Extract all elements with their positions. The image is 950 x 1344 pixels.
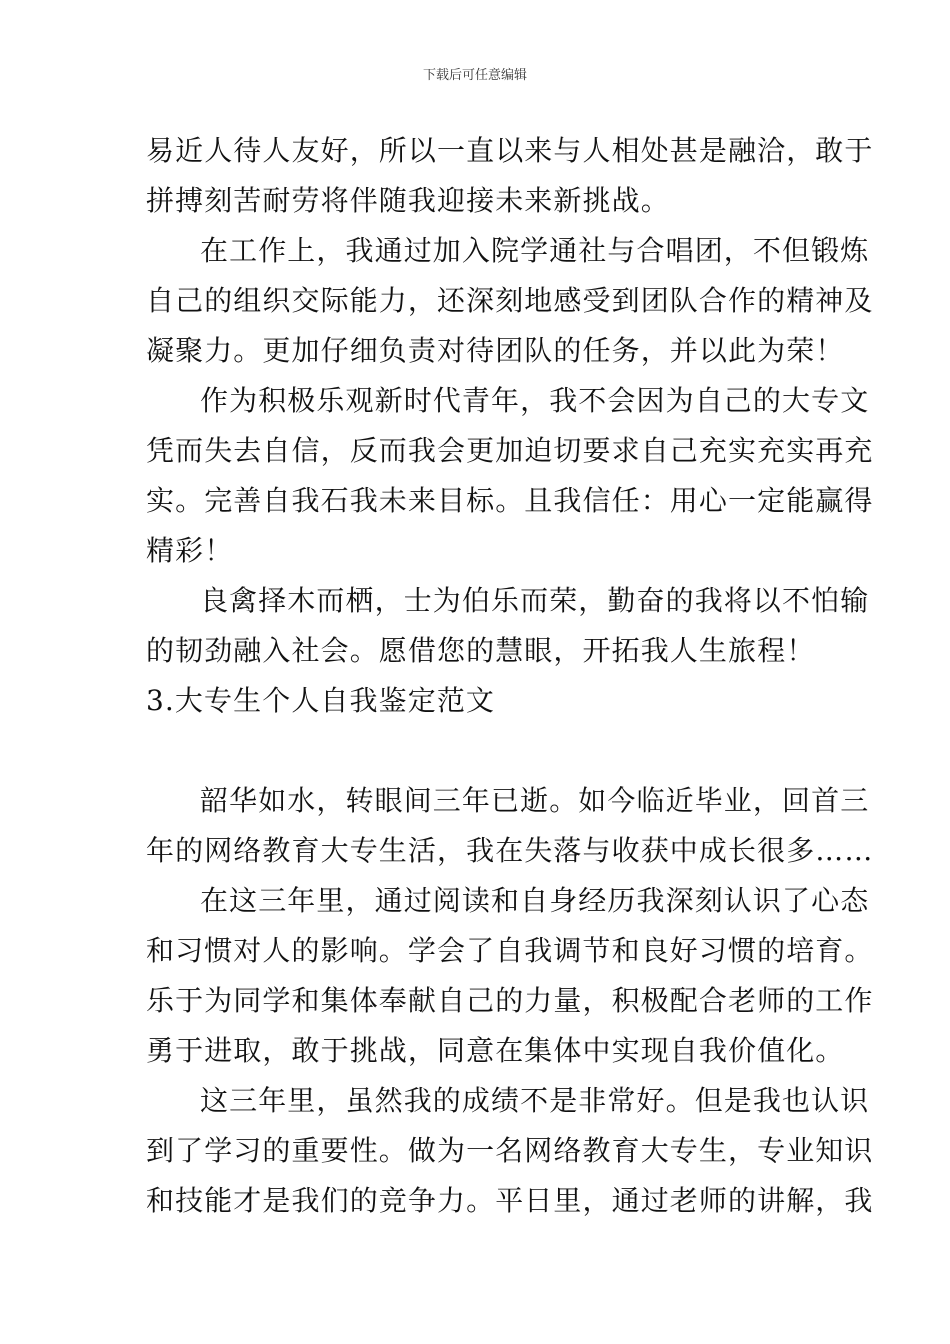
section-heading: 3.大专生个人自我鉴定范文 (146, 684, 496, 717)
text-line: 凭而失去自信，反而我会更加迫切要求自己充实充实再充 (146, 434, 874, 467)
text-line: 的韧劲融入社会。愿借您的慧眼，开拓我人生旅程！ (146, 634, 816, 667)
text-line: 实。完善自我石我未来目标。且我信任：用心一定能赢得 (146, 484, 874, 517)
paragraph-first-line: 这三年里，虽然我的成绩不是非常好。但是我也认识 (200, 1084, 870, 1117)
text-line: 和习惯对人的影响。学会了自我调节和良好习惯的培育。 (146, 934, 874, 967)
text-line: 易近人待人友好，所以一直以来与人相处甚是融洽，敢于 (146, 134, 874, 167)
text-line: 精彩！ (146, 534, 234, 567)
text-line: 凝聚力。更加仔细负责对待团队的任务，并以此为荣！ (146, 334, 845, 367)
paragraph-first-line: 作为积极乐观新时代青年，我不会因为自己的大专文 (200, 384, 870, 417)
paragraph-first-line: 在工作上，我通过加入院学通社与合唱团，不但锻炼 (200, 234, 870, 267)
text-line: 自己的组织交际能力，还深刻地感受到团队合作的精神及 (146, 284, 874, 317)
paragraph-first-line: 良禽择木而栖，士为伯乐而荣，勤奋的我将以不怕输 (200, 584, 870, 617)
paragraph-first-line: 在这三年里，通过阅读和自身经历我深刻认识了心态 (200, 884, 870, 917)
text-line: 年的网络教育大专生活，我在失落与收获中成长很多…… (146, 834, 874, 867)
text-line: 和技能才是我们的竞争力。平日里，通过老师的讲解，我 (146, 1184, 874, 1217)
text-line: 勇于进取，敢于挑战，同意在集体中实现自我价值化。 (146, 1034, 845, 1067)
text-line: 到了学习的重要性。做为一名网络教育大专生，专业知识 (146, 1134, 874, 1167)
text-line: 乐于为同学和集体奉献自己的力量，积极配合老师的工作 (146, 984, 874, 1017)
page-header: 下载后可任意编辑 (422, 68, 527, 83)
paragraph-first-line: 韶华如水，转眼间三年已逝。如今临近毕业，回首三 (200, 784, 870, 817)
text-line: 拼搏刻苦耐劳将伴随我迎接未来新挑战。 (146, 184, 670, 217)
